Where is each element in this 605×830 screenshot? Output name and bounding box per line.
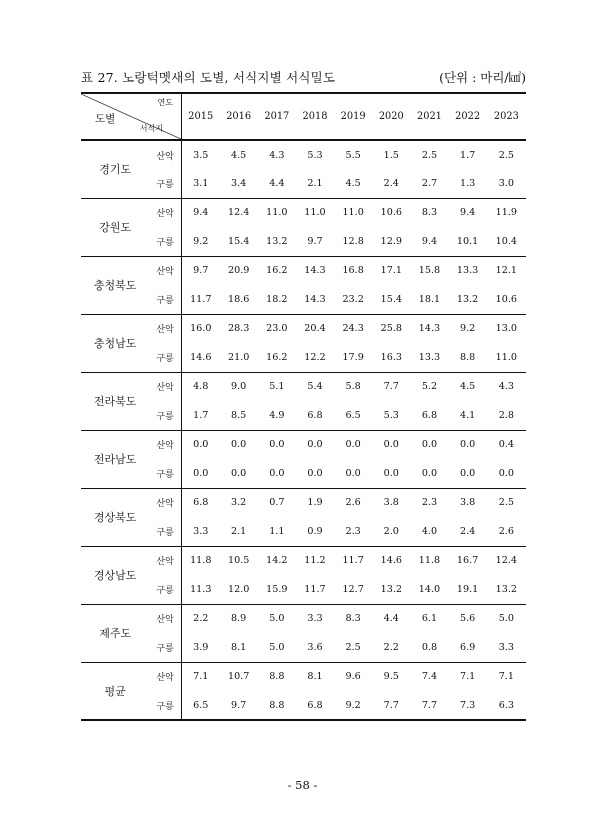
value-cell: 14.0 — [418, 583, 441, 595]
value-cell: 9.7 — [307, 235, 323, 247]
value-cell: 12.9 — [380, 235, 402, 247]
value-cell: 4.8 — [193, 381, 209, 393]
value-cell: 5.3 — [383, 409, 399, 421]
value-cell: 13.3 — [456, 265, 479, 277]
province-group — [81, 546, 526, 604]
value-cell: 0.7 — [269, 497, 285, 509]
value-cell: 2.4 — [383, 177, 399, 189]
habitat-cell: 산악 — [149, 140, 181, 169]
value-cell: 8.9 — [231, 613, 247, 625]
value-cell: 5.5 — [345, 149, 361, 161]
value-cell: 0.0 — [193, 439, 209, 451]
province-cell: 전라남도 — [93, 453, 137, 466]
value-cell: 2.2 — [383, 641, 399, 653]
value-cell: 11.0 — [495, 351, 518, 363]
value-cell: 10.6 — [495, 293, 518, 305]
habitat-cell: 구릉 — [149, 285, 181, 314]
value-cell: 9.2 — [193, 235, 209, 247]
value-cell: 2.2 — [193, 613, 209, 625]
value-cell: 7.1 — [498, 671, 514, 683]
table-row — [81, 546, 526, 575]
value-cell: 15.4 — [227, 235, 250, 247]
value-cell: 11.9 — [495, 207, 518, 219]
table-row — [81, 198, 526, 227]
value-cell: 5.1 — [269, 381, 285, 393]
value-cell: 2.4 — [459, 525, 476, 537]
value-cell: 3.8 — [383, 497, 399, 509]
value-cell: 5.3 — [307, 149, 323, 161]
value-cell: 0.0 — [307, 439, 323, 451]
value-cell: 8.3 — [421, 207, 438, 219]
value-cell: 0.0 — [383, 439, 399, 451]
value-cell: 9.4 — [421, 235, 438, 247]
value-cell: 0.8 — [421, 641, 438, 653]
value-cell: 16.8 — [342, 265, 364, 277]
province-group — [81, 430, 526, 488]
value-cell: 11.0 — [304, 207, 326, 219]
value-cell: 15.4 — [380, 293, 402, 305]
habitat-cell: 구릉 — [149, 691, 181, 720]
year-2020: 2020 — [378, 111, 404, 122]
value-cell: 17.9 — [342, 351, 364, 363]
value-cell: 2.1 — [231, 525, 247, 537]
value-cell: 0.9 — [307, 525, 323, 537]
value-cell: 11.8 — [190, 555, 212, 567]
value-cell: 0.0 — [421, 467, 438, 479]
value-cell: 0.0 — [421, 439, 438, 451]
value-cell: 2.5 — [498, 149, 514, 161]
value-cell: 1.1 — [269, 525, 285, 537]
province-group — [81, 140, 526, 198]
value-cell: 8.8 — [269, 671, 285, 683]
habitat-cell: 구릉 — [149, 401, 181, 430]
value-cell: 0.0 — [498, 467, 514, 479]
year-2017: 2017 — [264, 111, 290, 122]
value-cell: 8.3 — [345, 613, 361, 625]
value-cell: 7.4 — [421, 671, 438, 683]
value-cell: 8.5 — [231, 409, 247, 421]
value-cell: 14.6 — [380, 555, 402, 567]
unit-label: (단위 : 마리/㎢) — [439, 70, 526, 85]
value-cell: 4.9 — [269, 409, 285, 421]
value-cell: 3.6 — [307, 641, 323, 653]
province-group — [81, 314, 526, 372]
habitat-cell: 구릉 — [149, 517, 181, 546]
value-cell: 2.3 — [421, 497, 438, 509]
value-cell: 3.4 — [231, 177, 247, 189]
value-cell: 10.7 — [227, 671, 250, 683]
value-cell: 21.0 — [227, 351, 250, 363]
value-cell: 15.9 — [266, 583, 288, 595]
value-cell: 8.8 — [459, 351, 476, 363]
value-cell: 0.0 — [231, 467, 247, 479]
value-cell: 0.4 — [498, 439, 514, 451]
habitat-cell: 구릉 — [149, 169, 181, 198]
value-cell: 2.5 — [421, 149, 438, 161]
table-row — [81, 604, 526, 633]
value-cell: 4.0 — [421, 525, 438, 537]
value-cell: 11.8 — [418, 555, 441, 567]
value-cell: 3.0 — [498, 177, 514, 189]
value-cell: 4.1 — [459, 409, 476, 421]
province-group — [81, 488, 526, 546]
year-2023: 2023 — [493, 111, 519, 122]
value-cell: 3.3 — [498, 641, 514, 653]
value-cell: 3.2 — [231, 497, 247, 509]
habitat-cell: 산악 — [149, 256, 181, 285]
habitat-header: 서식지 — [139, 124, 163, 133]
value-cell: 4.4 — [383, 613, 399, 625]
value-cell: 9.6 — [345, 671, 361, 683]
habitat-cell: 산악 — [149, 546, 181, 575]
value-cell: 9.2 — [345, 699, 361, 711]
value-cell: 4.4 — [269, 177, 285, 189]
value-cell: 6.5 — [193, 699, 209, 711]
value-cell: 7.7 — [383, 381, 399, 393]
value-cell: 1.5 — [383, 149, 399, 161]
habitat-cell: 산악 — [149, 488, 181, 517]
habitat-cell: 산악 — [149, 314, 181, 343]
province-cell: 충청북도 — [93, 279, 137, 292]
value-cell: 28.3 — [227, 323, 250, 335]
value-cell: 2.7 — [421, 177, 438, 189]
table-row — [81, 256, 526, 285]
value-cell: 0.0 — [459, 439, 476, 451]
value-cell: 5.2 — [421, 381, 438, 393]
habitat-cell: 산악 — [149, 372, 181, 401]
province-group — [81, 662, 526, 720]
value-cell: 9.0 — [231, 381, 247, 393]
table-row — [81, 372, 526, 401]
value-cell: 3.3 — [193, 525, 209, 537]
value-cell: 3.8 — [459, 497, 476, 509]
value-cell: 2.0 — [383, 525, 399, 537]
value-cell: 5.0 — [498, 613, 514, 625]
value-cell: 6.3 — [498, 699, 514, 711]
table-row — [81, 430, 526, 459]
value-cell: 2.6 — [498, 525, 514, 537]
value-cell: 7.3 — [459, 699, 476, 711]
value-cell: 17.1 — [380, 265, 402, 277]
value-cell: 11.7 — [342, 555, 364, 567]
habitat-cell: 구릉 — [149, 227, 181, 256]
value-cell: 16.2 — [266, 351, 288, 363]
value-cell: 0.0 — [345, 467, 361, 479]
value-cell: 7.7 — [383, 699, 399, 711]
value-cell: 11.3 — [190, 583, 212, 595]
value-cell: 18.6 — [227, 293, 250, 305]
table-row — [81, 488, 526, 517]
table-caption — [81, 68, 526, 88]
value-cell: 6.8 — [193, 497, 209, 509]
value-cell: 13.2 — [495, 583, 518, 595]
value-cell: 11.2 — [304, 555, 326, 567]
page-number: - 58 - — [287, 778, 318, 792]
value-cell: 2.1 — [307, 177, 323, 189]
value-cell: 14.2 — [266, 555, 288, 567]
value-cell: 13.2 — [266, 235, 288, 247]
value-cell: 9.2 — [459, 323, 476, 335]
value-cell: 7.1 — [459, 671, 476, 683]
value-cell: 2.3 — [345, 525, 361, 537]
value-cell: 4.5 — [459, 381, 476, 393]
value-cell: 18.1 — [418, 293, 441, 305]
value-cell: 14.3 — [304, 265, 326, 277]
value-cell: 25.8 — [380, 323, 402, 335]
value-cell: 10.1 — [456, 235, 479, 247]
habitat-cell: 산악 — [149, 662, 181, 691]
province-cell: 충청남도 — [93, 337, 137, 350]
value-cell: 13.2 — [380, 583, 402, 595]
value-cell: 8.8 — [269, 699, 285, 711]
value-cell: 5.6 — [459, 613, 476, 625]
diagonal-header-cell — [81, 93, 181, 140]
value-cell: 0.0 — [269, 439, 285, 451]
value-cell: 12.0 — [227, 583, 250, 595]
density-table — [81, 92, 526, 721]
value-cell: 13.0 — [495, 323, 518, 335]
province-group — [81, 604, 526, 662]
value-cell: 1.7 — [193, 409, 209, 421]
value-cell: 3.9 — [193, 641, 209, 653]
value-cell: 9.7 — [193, 265, 209, 277]
value-cell: 0.0 — [269, 467, 285, 479]
value-cell: 9.4 — [459, 207, 476, 219]
value-cell: 6.8 — [307, 699, 323, 711]
value-cell: 12.7 — [342, 583, 364, 595]
value-cell: 7.1 — [193, 671, 209, 683]
value-cell: 6.5 — [345, 409, 361, 421]
province-cell: 전라북도 — [93, 395, 137, 408]
value-cell: 14.3 — [304, 293, 326, 305]
value-cell: 8.1 — [231, 641, 247, 653]
value-cell: 23.0 — [266, 323, 288, 335]
province-cell: 경상남도 — [93, 569, 137, 582]
province-header: 도별 — [95, 113, 116, 125]
year-2018: 2018 — [302, 111, 328, 122]
value-cell: 3.1 — [193, 177, 209, 189]
value-cell: 11.0 — [342, 207, 364, 219]
value-cell: 15.8 — [418, 265, 441, 277]
value-cell: 9.7 — [231, 699, 247, 711]
value-cell: 12.8 — [342, 235, 364, 247]
province-cell: 강원도 — [99, 221, 132, 234]
value-cell: 4.5 — [345, 177, 361, 189]
value-cell: 6.1 — [421, 613, 438, 625]
value-cell: 14.3 — [418, 323, 441, 335]
habitat-cell: 산악 — [149, 430, 181, 459]
value-cell: 4.3 — [498, 381, 514, 393]
value-cell: 10.6 — [380, 207, 402, 219]
year-2019: 2019 — [340, 111, 366, 122]
value-cell: 11.0 — [266, 207, 288, 219]
value-cell: 0.0 — [459, 467, 476, 479]
value-cell: 16.2 — [266, 265, 288, 277]
value-cell: 11.7 — [304, 583, 326, 595]
value-cell: 9.5 — [383, 671, 399, 683]
header-row — [81, 93, 526, 140]
province-group — [81, 198, 526, 256]
year-2021: 2021 — [416, 111, 442, 122]
value-cell: 0.0 — [193, 467, 209, 479]
value-cell: 8.1 — [307, 671, 323, 683]
value-cell: 2.5 — [345, 641, 361, 653]
value-cell: 13.2 — [456, 293, 479, 305]
value-cell: 20.4 — [304, 323, 326, 335]
value-cell: 2.6 — [345, 497, 361, 509]
value-cell: 2.8 — [498, 409, 514, 421]
value-cell: 2.5 — [498, 497, 514, 509]
value-cell: 0.0 — [345, 439, 361, 451]
habitat-cell: 구릉 — [149, 575, 181, 604]
value-cell: 3.5 — [193, 149, 209, 161]
value-cell: 4.3 — [269, 149, 285, 161]
table-title: 표 27. 노랑턱멧새의 도별, 서식지별 서식밀도 — [81, 70, 336, 85]
habitat-cell: 산악 — [149, 198, 181, 227]
year-header: 연도 — [157, 98, 173, 107]
value-cell: 5.0 — [269, 641, 285, 653]
value-cell: 12.4 — [495, 555, 518, 567]
value-cell: 11.7 — [190, 293, 212, 305]
value-cell: 16.3 — [380, 351, 402, 363]
value-cell: 0.0 — [231, 439, 247, 451]
value-cell: 1.3 — [459, 177, 476, 189]
value-cell: 12.4 — [227, 207, 250, 219]
value-cell: 23.2 — [342, 293, 364, 305]
value-cell: 10.4 — [495, 235, 518, 247]
value-cell: 3.3 — [307, 613, 323, 625]
value-cell: 13.3 — [418, 351, 441, 363]
value-cell: 4.5 — [231, 149, 247, 161]
value-cell: 18.2 — [266, 293, 288, 305]
habitat-cell: 구릉 — [149, 459, 181, 488]
value-cell: 0.0 — [383, 467, 399, 479]
value-cell: 14.6 — [190, 351, 212, 363]
province-cell: 평균 — [104, 684, 126, 698]
value-cell: 7.7 — [421, 699, 438, 711]
table-row — [81, 314, 526, 343]
habitat-cell: 구릉 — [149, 343, 181, 372]
value-cell: 6.8 — [307, 409, 323, 421]
value-cell: 16.0 — [190, 323, 212, 335]
province-cell: 경기도 — [99, 163, 132, 177]
table-row — [81, 140, 526, 169]
year-2015: 2015 — [188, 111, 214, 122]
value-cell: 1.9 — [307, 497, 323, 509]
value-cell: 1.7 — [459, 149, 476, 161]
value-cell: 5.0 — [269, 613, 285, 625]
value-cell: 10.5 — [227, 555, 250, 567]
value-cell: 19.1 — [456, 583, 479, 595]
year-2016: 2016 — [226, 111, 252, 122]
value-cell: 9.4 — [193, 207, 209, 219]
province-cell: 제주도 — [99, 627, 132, 640]
value-cell: 24.3 — [342, 323, 364, 335]
value-cell: 0.0 — [307, 467, 323, 479]
value-cell: 5.4 — [307, 381, 323, 393]
province-group — [81, 256, 526, 314]
province-cell: 경상북도 — [93, 511, 137, 524]
value-cell: 5.8 — [345, 381, 361, 393]
year-2022: 2022 — [455, 111, 481, 122]
value-cell: 12.2 — [304, 351, 326, 363]
value-cell: 6.9 — [459, 641, 476, 653]
value-cell: 20.9 — [227, 265, 250, 277]
value-cell: 16.7 — [456, 555, 479, 567]
habitat-cell: 구릉 — [149, 633, 181, 662]
habitat-cell: 산악 — [149, 604, 181, 633]
table-row — [81, 662, 526, 691]
value-cell: 6.8 — [421, 409, 438, 421]
value-cell: 12.1 — [495, 265, 518, 277]
province-group — [81, 372, 526, 430]
